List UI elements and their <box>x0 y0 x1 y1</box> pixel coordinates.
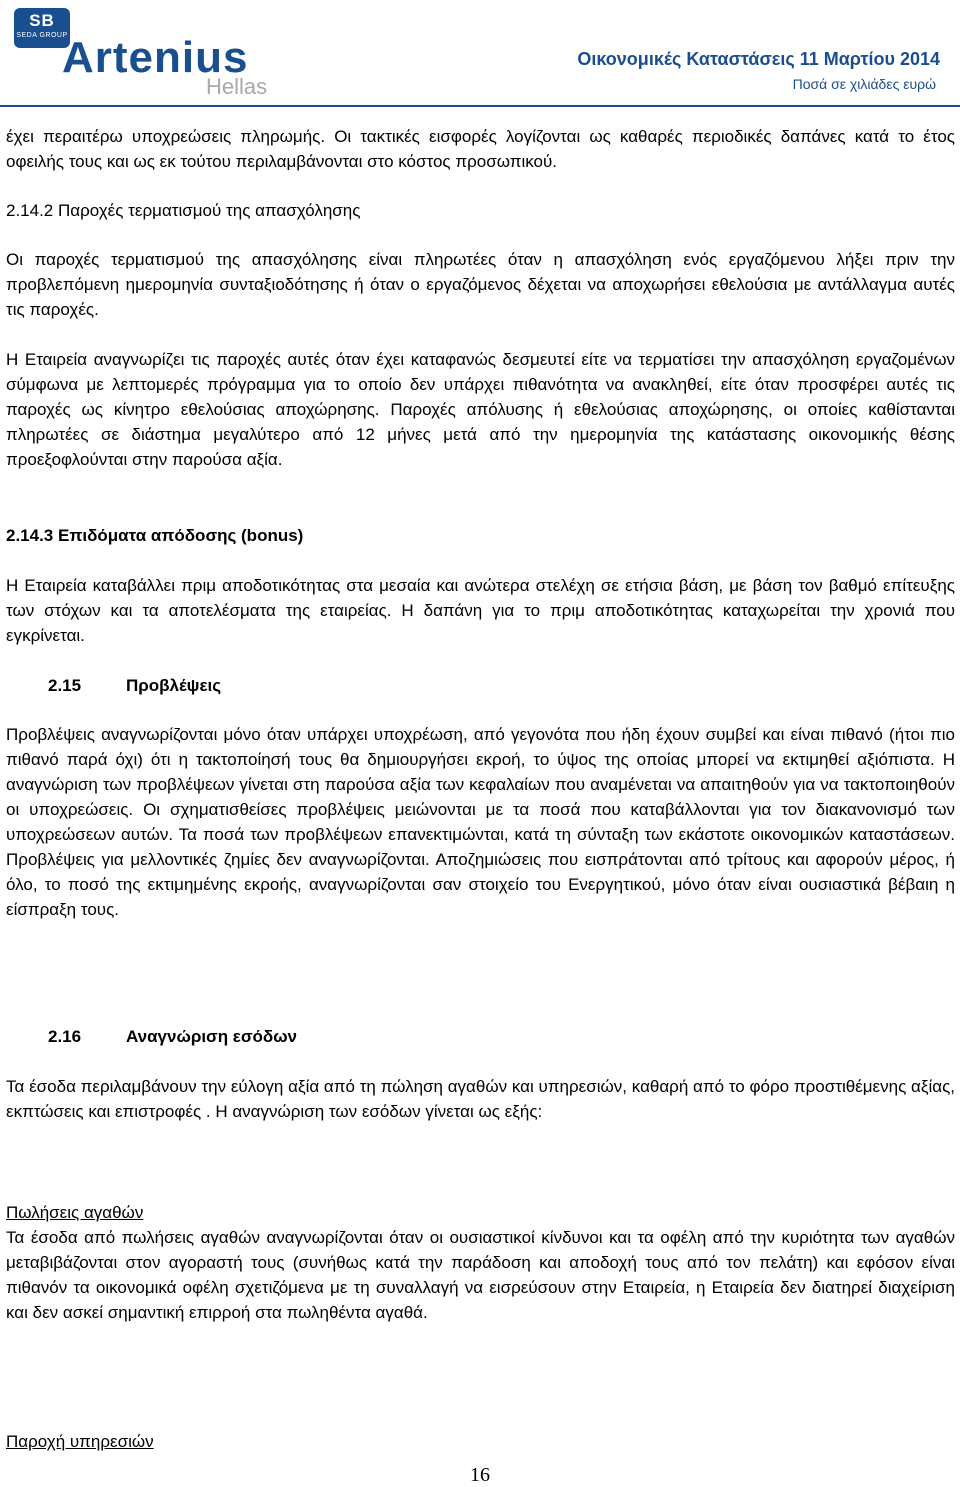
section-number: 2.15 <box>48 676 82 695</box>
section-2-14-2-paragraph-1: Οι παροχές τερματισμού της απασχόλησης είναι πληρωτέες όταν η απασχόληση ενός εργαζόμενου λήξει πριν την προβλεπόμενη ημερομηνία συνταξιοδότησης ή όταν ο εργαζόμενος δέχεται να αποχωρήσει εθελούσια με αντάλλαγμα αυτές τις παροχές. <box>6 250 955 319</box>
section-title: Προβλέψεις <box>126 676 222 695</box>
page-header <box>0 0 960 110</box>
logo-brand-name: Artenius <box>62 33 249 82</box>
company-logo <box>14 8 304 99</box>
logo-brand-subname: Hellas <box>206 74 268 99</box>
section-2-14-2-heading: 2.14.2 Παροχές τερματισμού της απασχόλησης <box>6 201 361 220</box>
goods-sales-subheading: Πωλήσεις αγαθών <box>6 1203 144 1222</box>
services-subheading: Παροχή υπηρεσιών <box>6 1432 154 1451</box>
goods-sales-paragraph: Τα έσοδα από πωλήσεις αγαθών αναγνωρίζονται όταν οι ουσιαστικοί κίνδυνοι και τα οφέλη από την κυριότητα των αγαθών μεταβιβάζονται στον αγοραστή τους (συνήθως κατά την παράδοση και αποδοχή τους από τον πελάτη) και εφόσον είναι πιθανόν τα οικονομικά οφέλη σχετιζόμενα με τη συναλλαγή να εισρεύσουν στην Εταιρεία, η Εταιρεία δεν διατηρεί διαχείριση και δεν ασκεί σημαντική επιρροή στα πωληθέντα αγαθά. <box>6 1228 955 1322</box>
intro-paragraph: έχει περαιτέρω υποχρεώσεις πληρωμής. Οι τακτικές εισφορές λογίζονται ως καθαρές περιοδικές δαπάνες κατά το έτος οφειλής τους και ως εκ τούτου περιλαμβάνονται στο κόστος προσωπικού. <box>6 127 955 171</box>
section-2-14-3-paragraph: Η Εταιρεία καταβάλλει πριμ αποδοτικότητας στα μεσαία και ανώτερα στελέχη σε ετήσια βάση, με βάση τον βαθμό επίτευξης των στόχων και τα αποτελέσματα της εταιρείας. Η δαπάνη για το πριμ αποδοτικότητας καταχωρείται την χρονιά που εγκρίνεται. <box>6 576 955 645</box>
section-2-14-2-paragraph-2: Η Εταιρεία αναγνωρίζει τις παροχές αυτές όταν έχει καταφανώς δεσμευτεί είτε να τερματίσει την απασχόληση εργαζομένων σύμφωνα με λεπτομερές πρόγραμμα για το οποίο δεν υπάρχει πιθανότητα να ανακληθεί, είτε όταν προσφέρει αυτές τις παροχές ως κίνητρο εθελούσιας αποχώρησης. Παροχές απόλυσης ή εθελούσιας αποχώρησης, οι οποίες καθίστανται πληρωτέες σε διάστημα μεγαλύτερο από 12 μήνες μετά από την ημερομηνία της κατάστασης οικονομικής θέσης προεξοφλούνται στην παρούσα αξία. <box>6 350 955 469</box>
section-2-15-heading <box>48 673 221 698</box>
page-number: 16 <box>470 1464 490 1486</box>
section-2-14-3-heading: 2.14.3 Επιδόματα απόδοσης (bonus) <box>6 526 304 545</box>
section-title: Αναγνώριση εσόδων <box>126 1027 298 1046</box>
section-2-15-paragraph: Προβλέψεις αναγνωρίζονται μόνο όταν υπάρχει υποχρέωση, από γεγονότα που ήδη έχουν συμβεί και είναι πιθανό (ήτοι πιο πιθανό παρά όχι) ότι η τακτοποίησή τους θα δημιουργήσει εκροή, το ύψος της οποίας μπορεί να εκτιμηθεί αξιόπιστα. Η αναγνώριση των προβλέψεων γίνεται στη παρούσα αξία των κεφαλαίων που αναμένεται να απαιτηθούν για να τακτοποιηθούν οι υποχρεώσεις. Οι σχηματισθείσες προβλέψεις μειώνονται με τα ποσά που καταβάλλονται για τον διακανονισμό των υποχρεώσεων αυτών. Τα ποσά των προβλέψεων επανεκτιμώνται, κατά τη σύνταξη των εκάστοτε οικονομικών καταστάσεων. Προβλέψεις για μελλοντικές ζημίες δεν αναγνωρίζονται. Αποζημιώσεις που εισπράτονται από τρίτους και αφορούν μέρος, ή όλο, το ποσό της εκτιμημένης εκροής, αναγνωρίζονται σαν στοιχείο του Ενεργητικού, μόνο όταν είναι ουσιαστικά βέβαιη η είσπραξη τους. <box>6 725 955 919</box>
report-subtitle: Ποσά σε χιλιάδες ευρώ <box>792 76 936 92</box>
badge-group-name: SEDA GROUP <box>16 32 68 39</box>
report-title: Οικονομικές Καταστάσεις 11 Μαρτίου 2014 <box>577 49 940 69</box>
section-number: 2.16 <box>48 1027 82 1046</box>
section-2-16-paragraph: Τα έσοδα περιλαμβάνουν την εύλογη αξία από τη πώληση αγαθών και υπηρεσιών, καθαρή από το φόρο προστιθέμενης αξίας, εκπτώσεις και επιστροφές . Η αναγνώριση των εσόδων γίνεται ως εξής: <box>6 1077 955 1121</box>
header-divider <box>0 105 960 107</box>
badge-monogram: SB <box>29 11 55 30</box>
section-2-16-heading <box>48 1024 297 1049</box>
